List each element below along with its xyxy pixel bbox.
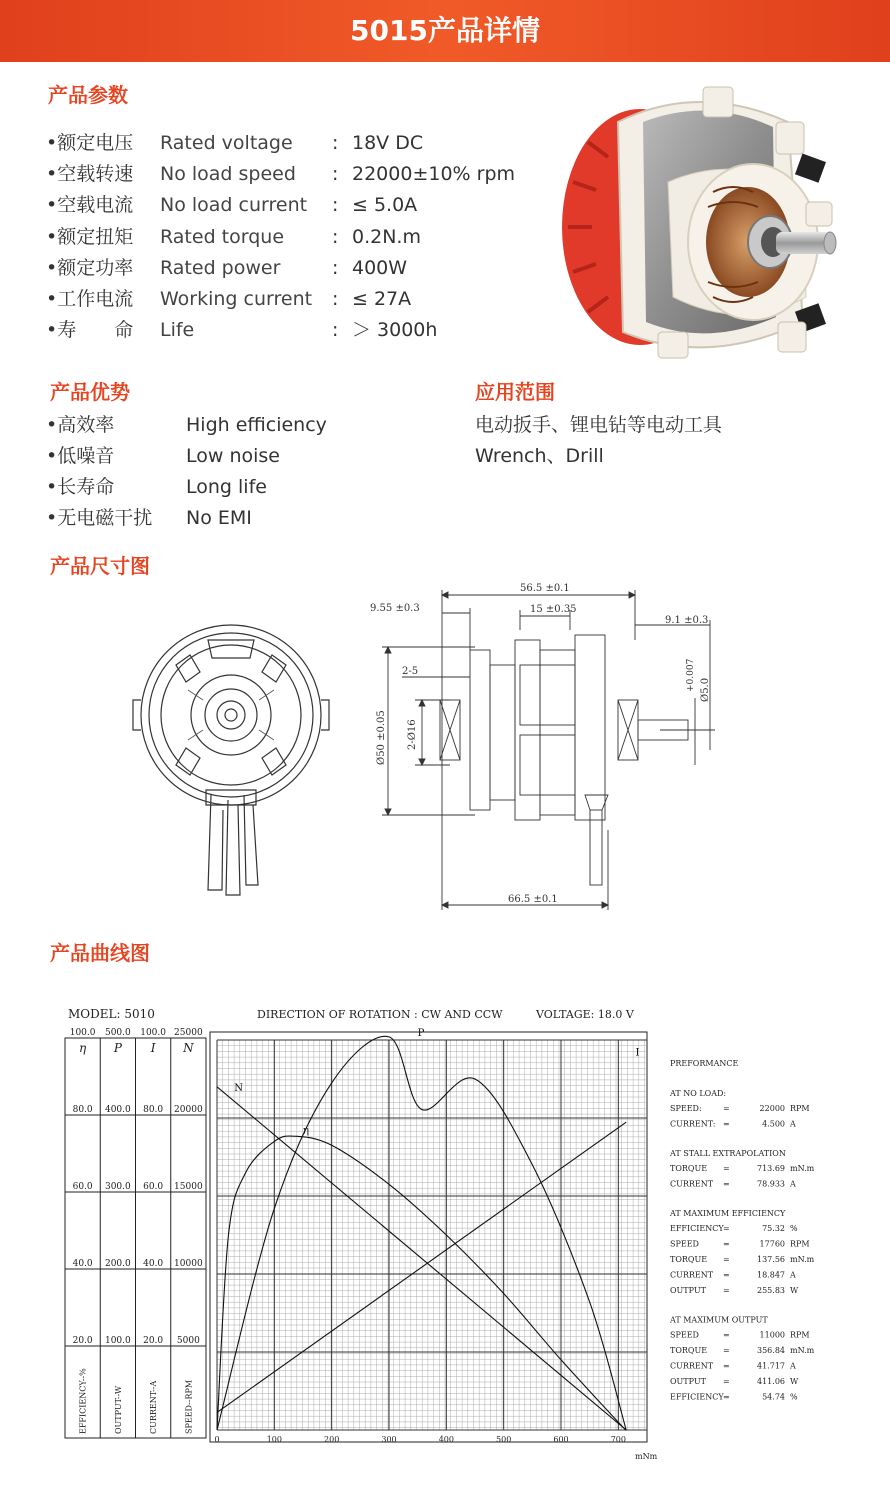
spec-en: No load current <box>160 194 308 217</box>
axis-tick-label: 100.0 <box>104 1336 131 1346</box>
perf-cell: 18.847 <box>757 1270 785 1280</box>
perf-cell: mN.m <box>790 1346 815 1355</box>
perf-cell: TORQUE <box>670 1255 708 1264</box>
spec-value: ＞ 3000h <box>352 319 438 342</box>
axis-tick-label: 10000 <box>174 1259 203 1269</box>
advantage-cn: •无电磁干扰 <box>46 507 153 529</box>
perf-cell: A <box>790 1179 796 1189</box>
spec-en: Rated voltage <box>160 132 293 154</box>
x-tick-label: 600 <box>553 1435 569 1444</box>
perf-cell: = <box>723 1286 730 1295</box>
series-label: η <box>303 1125 309 1137</box>
perf-cell: SPEED <box>670 1330 699 1340</box>
spec-value: 0.2N.m <box>352 225 421 248</box>
perf-cell: CURRENT: <box>670 1119 716 1129</box>
axis-tick-label: 200.0 <box>104 1259 131 1269</box>
perf-cell: % <box>790 1224 798 1233</box>
perf-cell: = <box>723 1377 730 1386</box>
axis-tick-label: 5000 <box>176 1336 200 1346</box>
spec-cn: •额定电压 <box>46 132 134 154</box>
perf-cell: OUTPUT <box>670 1377 706 1386</box>
x-tick-label: 700 <box>610 1435 626 1444</box>
dim-diameter: Ø50 ±0.05 <box>376 710 387 765</box>
perf-cell: 22000 <box>759 1104 785 1113</box>
applications-title: 应用范围 <box>475 380 555 404</box>
perf-cell: = <box>723 1104 730 1113</box>
perf-cell: = <box>723 1119 730 1129</box>
axis-max-label: 500.0 <box>104 1028 131 1038</box>
axis-tick-label: 40.0 <box>72 1259 93 1269</box>
perf-cell: 11000 <box>759 1330 785 1340</box>
perf-cell: CURRENT <box>670 1179 714 1189</box>
perf-cell: TORQUE <box>670 1346 708 1355</box>
perf-section-title: AT STALL EXTRAPOLATION <box>670 1149 786 1158</box>
advantages-title: 产品优势 <box>50 380 130 404</box>
axis-symbol: η <box>79 1041 87 1055</box>
perf-cell: = <box>723 1255 730 1264</box>
spec-colon: : <box>332 256 339 279</box>
perf-cell: A <box>790 1361 796 1371</box>
front-view-drawing <box>128 600 338 900</box>
x-tick-label: 300 <box>381 1435 397 1444</box>
x-tick-label: 100 <box>266 1435 282 1444</box>
perf-cell: = <box>723 1239 730 1249</box>
chart-voltage: VOLTAGE: 18.0 V <box>536 1008 634 1021</box>
perf-cell: 75.32 <box>762 1224 785 1233</box>
perf-cell: EFFICIENCY <box>670 1224 724 1233</box>
spec-colon: : <box>332 132 339 154</box>
dim-shaft-tol: +0.007 <box>686 658 696 692</box>
chart-direction: DIRECTION OF ROTATION : CW AND CCW <box>257 1008 503 1021</box>
spec-cn: •额定功率 <box>46 256 134 279</box>
perf-cell: EFFICIENCY <box>670 1392 724 1402</box>
spec-cn: •空载转速 <box>46 163 134 186</box>
perf-cell: A <box>790 1270 796 1280</box>
axis-tick-label: 80.0 <box>143 1105 164 1115</box>
spec-colon: : <box>332 163 339 186</box>
perf-cell: RPM <box>790 1104 810 1113</box>
spec-en: Rated power <box>160 256 281 279</box>
perf-cell: OUTPUT <box>670 1286 706 1295</box>
spec-en: Life <box>160 319 195 342</box>
axis-title: EFFICIENCY--% <box>78 1368 88 1434</box>
advantage-en: No EMI <box>186 507 252 529</box>
spec-colon: : <box>332 319 339 342</box>
advantage-en: Long life <box>186 476 267 498</box>
axis-tick-label: 20.0 <box>143 1336 164 1346</box>
x-tick-label: 0 <box>214 1435 220 1444</box>
chart-model: MODEL: 5010 <box>68 1007 155 1021</box>
axis-tick-label: 20.0 <box>72 1336 93 1346</box>
spec-cn: •寿 命 <box>46 319 134 342</box>
axis-title: OUTPUT--W <box>113 1385 123 1434</box>
applications-cn: 电动扳手、锂电钻等电动工具 <box>475 414 723 436</box>
x-tick-label: 200 <box>324 1435 340 1444</box>
axis-tick-label: 60.0 <box>72 1182 93 1192</box>
perf-cell: = <box>723 1392 730 1402</box>
dim-hole: 2-5 <box>402 666 419 677</box>
axis-max-label: 25000 <box>174 1028 203 1038</box>
perf-cell: 411.06 <box>757 1377 785 1386</box>
axis-max-label: 100.0 <box>140 1028 167 1038</box>
spec-value: ≤ 5.0A <box>352 194 418 217</box>
spec-value: ≤ 27A <box>352 288 412 310</box>
perf-cell: = <box>723 1330 730 1340</box>
perf-cell: % <box>790 1392 798 1402</box>
axis-symbol: N <box>183 1041 194 1055</box>
perf-cell: 4.500 <box>762 1119 785 1129</box>
perf-cell: CURRENT <box>670 1361 714 1371</box>
spec-colon: : <box>332 225 339 248</box>
perf-cell: 17760 <box>759 1239 785 1249</box>
dim-total-length: 66.5 ±0.1 <box>508 894 558 905</box>
axis-symbol: I <box>150 1041 156 1055</box>
motor-photo <box>548 82 848 367</box>
axis-tick-label: 80.0 <box>72 1105 93 1115</box>
dim-left-offset: 9.55 ±0.3 <box>370 603 420 614</box>
perf-cell: 255.83 <box>757 1286 785 1295</box>
params-title: 产品参数 <box>48 83 128 107</box>
dim-shaft-dia: Ø5.0 <box>700 677 711 702</box>
perf-section-title: AT NO LOAD: <box>670 1089 727 1098</box>
spec-colon: : <box>332 288 339 310</box>
perf-cell: 713.69 <box>757 1164 785 1173</box>
axis-tick-label: 20000 <box>174 1105 203 1115</box>
perf-cell: SPEED: <box>670 1104 702 1113</box>
perf-cell: RPM <box>790 1239 810 1249</box>
advantage-cn: •长寿命 <box>46 476 115 498</box>
side-view-drawing <box>360 580 730 915</box>
series-label: P <box>417 1028 425 1040</box>
advantage-cn: •低噪音 <box>46 445 115 467</box>
perf-cell: RPM <box>790 1330 810 1340</box>
perf-cell: 78.933 <box>757 1179 785 1189</box>
perf-cell: 41.717 <box>757 1361 785 1371</box>
perf-cell: = <box>723 1346 730 1355</box>
dim-right-offset: 9.1 ±0.3 <box>665 615 709 626</box>
plot-outer-frame <box>210 1032 647 1442</box>
spec-en: No load speed <box>160 163 296 186</box>
spec-value: 400W <box>352 256 408 279</box>
axis-tick-label: 400.0 <box>104 1105 131 1115</box>
perf-cell: SPEED <box>670 1239 699 1249</box>
axis-tick-label: 60.0 <box>143 1182 164 1192</box>
perf-cell: = <box>723 1164 730 1173</box>
performance-chart <box>60 1000 860 1470</box>
perf-cell: = <box>723 1361 730 1371</box>
page-title-banner <box>0 0 890 62</box>
perf-cell: A <box>790 1119 796 1129</box>
perf-section-title: AT MAXIMUM EFFICIENCY <box>670 1209 786 1218</box>
dimension-title: 产品尺寸图 <box>50 554 150 578</box>
perf-cell: W <box>790 1286 799 1295</box>
perf-cell: mN.m <box>790 1255 815 1264</box>
perf-cell: CURRENT <box>670 1270 714 1280</box>
dim-bearing-dia: 2-Ø16 <box>407 719 418 750</box>
axis-tick-label: 40.0 <box>143 1259 164 1269</box>
x-axis-label: mNm <box>635 1452 658 1461</box>
perf-cell: = <box>723 1270 730 1280</box>
spec-cn: •工作电流 <box>46 288 134 310</box>
axis-symbol: P <box>113 1041 122 1055</box>
curve-title: 产品曲线图 <box>50 941 150 965</box>
perf-cell: TORQUE <box>670 1164 708 1173</box>
series-label: N <box>234 1082 243 1094</box>
spec-value: 18V DC <box>352 132 424 154</box>
perf-cell: = <box>723 1179 730 1189</box>
perf-cell: 137.56 <box>757 1255 785 1264</box>
advantage-en: High efficiency <box>186 414 327 436</box>
axis-title: CURRENT--A <box>149 1380 159 1434</box>
x-tick-label: 500 <box>496 1435 512 1444</box>
axis-tick-label: 15000 <box>174 1182 203 1192</box>
advantage-cn: •高效率 <box>46 414 115 436</box>
spec-en: Rated torque <box>160 225 285 248</box>
page-title: 5015产品详情 <box>350 14 540 47</box>
dim-overall-width: 56.5 ±0.1 <box>520 583 570 594</box>
perf-cell: 356.84 <box>757 1346 785 1355</box>
applications-en: Wrench、Drill <box>475 445 604 467</box>
x-tick-label: 400 <box>438 1435 454 1444</box>
perf-section-title: AT MAXIMUM OUTPUT <box>670 1315 768 1325</box>
axis-tick-label: 300.0 <box>104 1182 131 1192</box>
advantage-en: Low noise <box>186 445 280 467</box>
spec-en: Working current <box>160 288 313 310</box>
series-label: I <box>635 1047 640 1059</box>
spec-colon: : <box>332 194 339 217</box>
perf-cell: W <box>790 1377 799 1386</box>
axis-title: SPEED--RPM <box>184 1379 194 1434</box>
axis-max-label: 100.0 <box>69 1028 96 1038</box>
dim-inner-width: 15 ±0.35 <box>530 604 577 615</box>
perf-cell: 54.74 <box>762 1392 785 1402</box>
perf-section-title: PREFORMANCE <box>670 1059 739 1068</box>
spec-cn: •额定扭矩 <box>46 225 134 248</box>
spec-value: 22000±10% rpm <box>352 163 516 186</box>
perf-cell: mN.m <box>790 1164 815 1173</box>
spec-cn: •空载电流 <box>46 194 134 217</box>
perf-cell: = <box>723 1224 730 1233</box>
